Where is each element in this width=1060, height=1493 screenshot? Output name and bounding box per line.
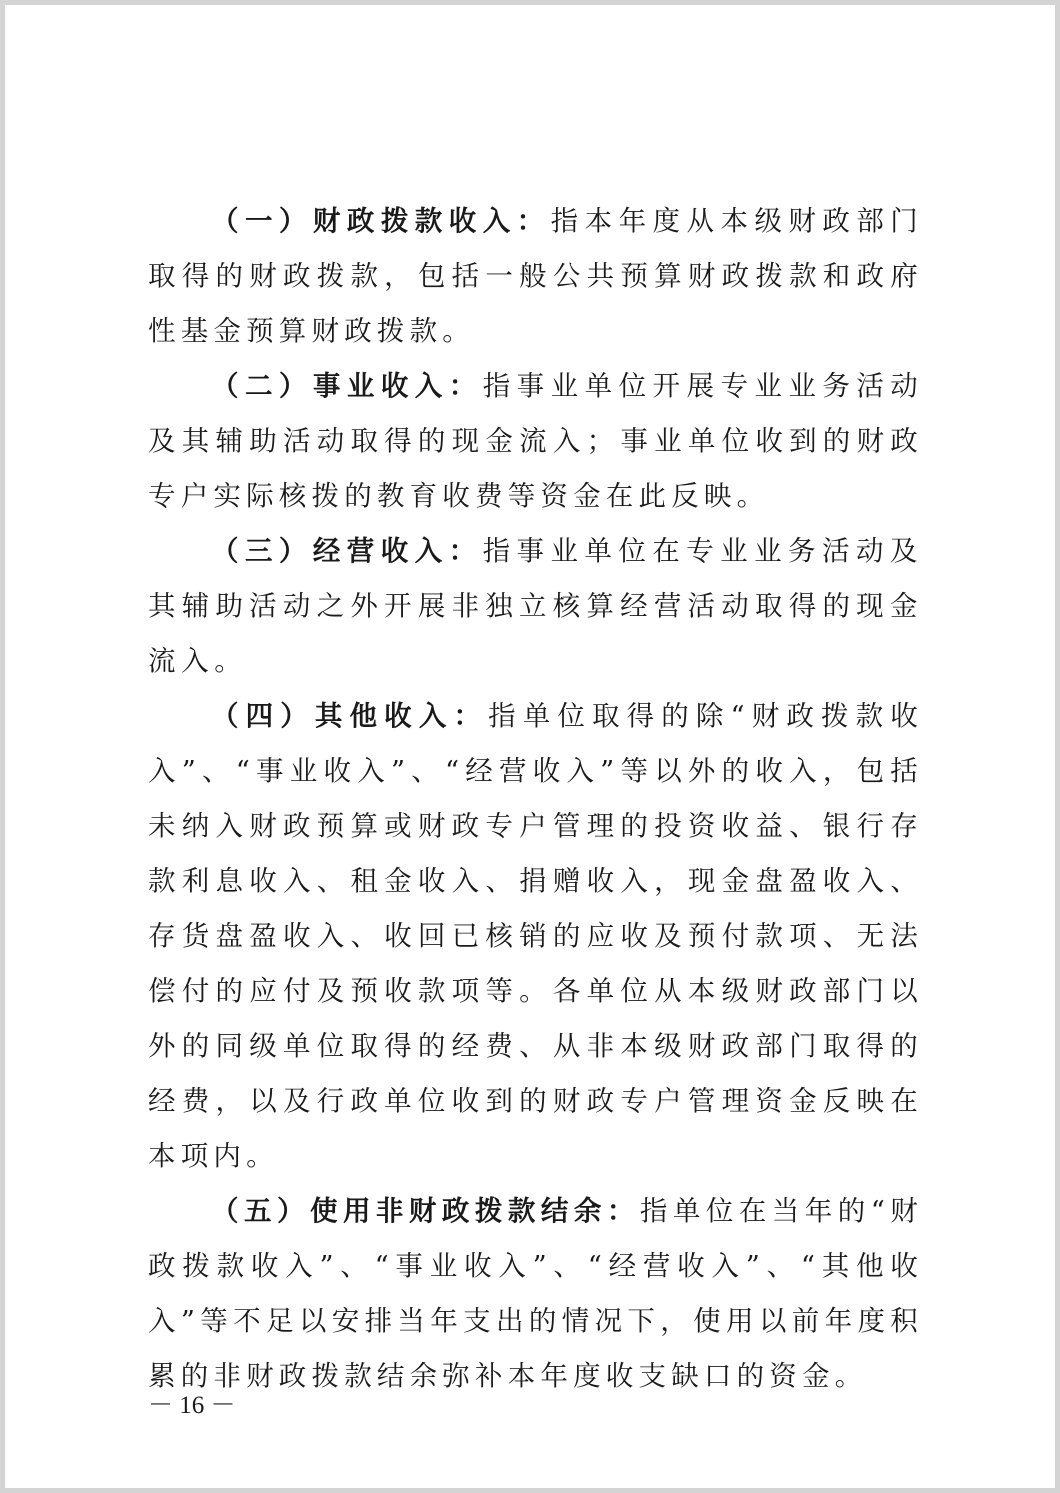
paragraph-text: 指事业单位开展专业业务活动及其辅助活动取得的现金流入；事业单位收到的财政专户实际核拨的教育收费等资金在此反映。 xyxy=(148,370,923,512)
paragraph-operating-income xyxy=(148,524,923,689)
paragraph-heading: （四）其他收入： xyxy=(211,700,489,732)
paragraph-other-income xyxy=(148,689,923,1184)
page-number: － 16 － xyxy=(148,1392,236,1419)
paragraph-fiscal-appropriation-income xyxy=(148,194,923,359)
paragraph-non-fiscal-balance-usage xyxy=(148,1184,923,1404)
paragraph-text: 指本年度从本级财政部门取得的财政拨款，包括一般公共预算财政拨款和政府性基金预算财政拨款。 xyxy=(148,205,924,347)
paragraph-text: 指事业单位在专业业务活动及其辅助活动之外开展非独立核算经营活动取得的现金流入。 xyxy=(148,535,923,677)
paragraph-heading: （三）经营收入： xyxy=(211,535,483,567)
document-body xyxy=(148,194,923,1404)
paragraph-heading: （一）财政拨款收入： xyxy=(211,205,551,237)
paragraph-text: 指单位在当年的“财政拨款收入”、“事业收入”、“经营收入”、“其他收入”等不足以安排当年支出的情况下，使用以前年度积累的非财政拨款结余弥补本年度收支缺口的资金。 xyxy=(148,1195,923,1392)
paragraph-heading: （五）使用非财政拨款结余： xyxy=(211,1195,640,1227)
paragraph-heading: （二）事业收入： xyxy=(211,370,483,402)
paragraph-business-income xyxy=(148,359,923,524)
paragraph-text: 指单位取得的除“财政拨款收入”、“事业收入”、“经营收入”等以外的收入，包括未纳入财政预算或财政专户管理的投资收益、银行存款利息收入、租金收入、捐赠收入，现金盘盈收入、存货盘盈收入、收回已核销的应收及预付款项、无法偿付的应付及预收款项等。各单位从本级财政部门以外的同级单位取得的经费、从非本级财政部门取得的经费，以及行政单位收到的财政专户管理资金反映在本项内。 xyxy=(148,700,923,1172)
document-page xyxy=(5,5,1055,1488)
